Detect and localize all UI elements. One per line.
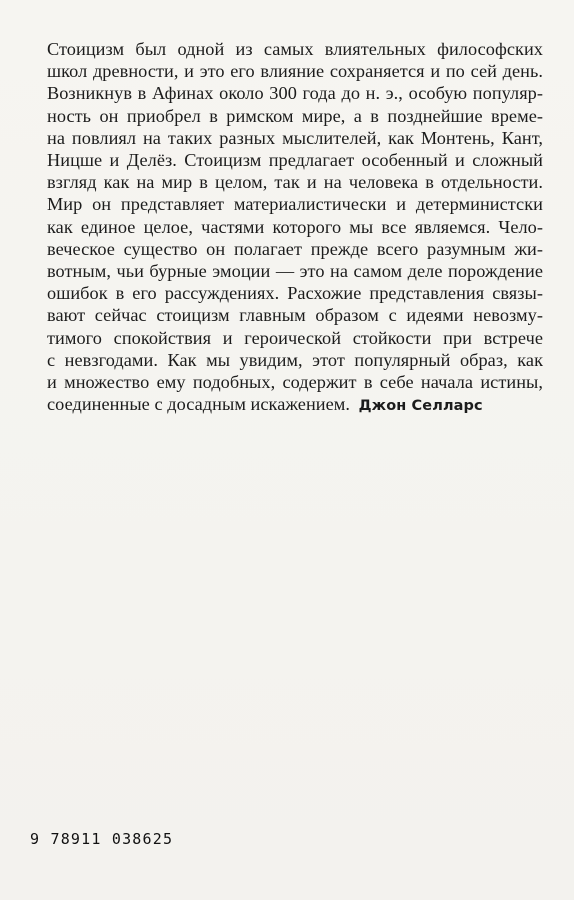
blurb-line: вают сейчас стоицизм главным образом с идеями невозму-	[47, 305, 543, 326]
blurb-line: взгляд как на мир в целом, так и на человека в отдельности.	[47, 172, 543, 193]
blurb-line: Стоицизм был одной из самых влиятельных философских	[47, 39, 543, 59]
blurb-line: Мир он представляет материалистически и детерминистски	[47, 194, 543, 215]
isbn-number: 9 78911 038625	[30, 830, 174, 848]
author-name: Джон Селларс	[358, 398, 483, 415]
isbn-barcode	[30, 772, 198, 868]
blurb-line: тимого спокойствия и героической стойкости при встрече	[47, 327, 543, 348]
blurb-line: веческое существо он полагает прежде всего разумным жи-	[47, 238, 543, 259]
blurb-text	[47, 38, 543, 417]
blurb-line: как единое целое, частями которого мы все являемся. Чело-	[47, 216, 543, 237]
blurb-line: с невзгодами. Как мы увидим, этот популярный образ, как	[47, 349, 543, 370]
blurb-line: ошибок в его рассуждениях. Расхожие представления связы-	[47, 283, 543, 304]
blurb-line: на повлиял на таких разных мыслителей, как Монтень, Кант,	[47, 127, 543, 148]
barcode-bars	[30, 772, 198, 836]
blurb-line: Возникнув в Афинах около 300 года до н. э., особую популяр-	[47, 83, 543, 104]
blurb-line: и множество ему подобных, содержит в себе начала истины,	[47, 372, 543, 393]
blurb-line: школ древности, и это его влияние сохраняется и по сей день.	[47, 61, 543, 82]
blurb-line: Ницше и Делёз. Стоицизм предлагает особенный и сложный	[47, 150, 543, 171]
blurb-last-line	[47, 393, 543, 417]
blurb-line: вотным, чьи бурные эмоции — это на самом деле порождение	[47, 261, 543, 282]
blurb-line: соединенные с досадным искажением.	[47, 394, 351, 415]
blurb-line: ность он приобрел в римском мире, а в позднейшие време-	[47, 105, 543, 126]
